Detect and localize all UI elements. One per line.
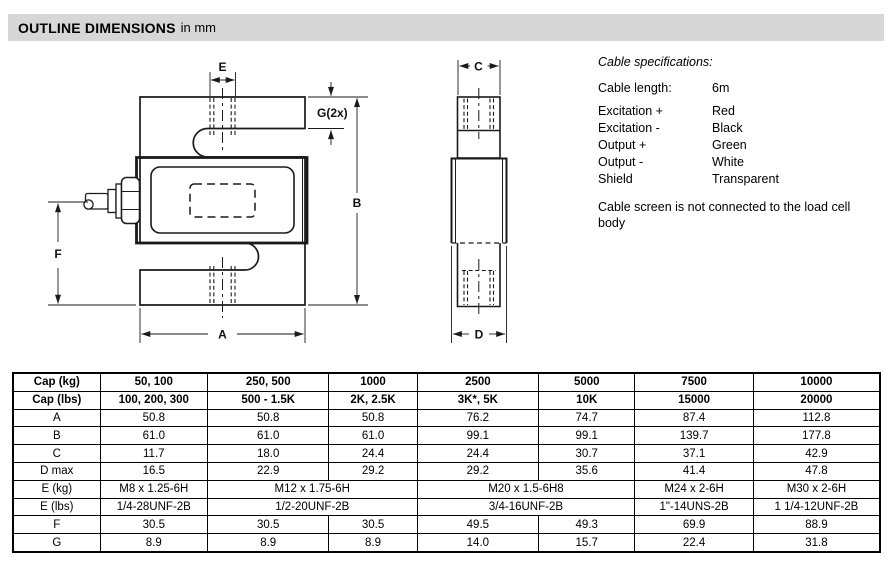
- dimension-label-e: E: [218, 60, 227, 74]
- cable-spec-value: 6m: [712, 81, 730, 95]
- table-cell: 74.7: [539, 409, 635, 427]
- table-cell: 1/2-20UNF-2B: [207, 498, 417, 516]
- table-cell: 30.5: [100, 516, 207, 534]
- cable-spec-label: Output +: [598, 138, 647, 152]
- table-cell: 177.8: [753, 427, 880, 445]
- cable-spec-label: Output -: [598, 155, 644, 169]
- table-cell: M20 x 1.5-6H8: [417, 480, 635, 498]
- table-cell: 250, 500: [207, 373, 329, 391]
- table-cell: 5000: [539, 373, 635, 391]
- section-title: OUTLINE DIMENSIONS: [18, 19, 176, 36]
- table-row-label: Cap (kg): [13, 373, 100, 391]
- table-cell: 8.9: [100, 534, 207, 552]
- table-cell: 2500: [417, 373, 539, 391]
- table-cell: 50, 100: [100, 373, 207, 391]
- hidden-hole: [190, 184, 255, 217]
- table-cell: 24.4: [329, 445, 417, 463]
- table-cell: 1 1/4-12UNF-2B: [753, 498, 880, 516]
- table-cell: M12 x 1.75-6H: [207, 480, 417, 498]
- table-row: [13, 516, 880, 534]
- table-cell: 35.6: [539, 462, 635, 480]
- table-cell: 2K, 2.5K: [329, 391, 417, 409]
- table-cell: 10000: [753, 373, 880, 391]
- table-cell: 88.9: [753, 516, 880, 534]
- table-cell: 112.8: [753, 409, 880, 427]
- table-row-label: E (lbs): [13, 498, 100, 516]
- cable-gland: [84, 178, 140, 224]
- table-cell: 24.4: [417, 445, 539, 463]
- table-row: [13, 462, 880, 480]
- table-cell: 20000: [753, 391, 880, 409]
- table-row-label: D max: [13, 462, 100, 480]
- cable-specs-title: Cable specifications:: [598, 55, 713, 69]
- table-cell: 3K*, 5K: [417, 391, 539, 409]
- table-cell: 49.3: [539, 516, 635, 534]
- cable-spec-label: Cable length:: [598, 81, 672, 95]
- cable-spec-row: [598, 80, 880, 97]
- table-cell: 30.5: [329, 516, 417, 534]
- table-cell: 16.5: [100, 462, 207, 480]
- cable-spec-label: Excitation +: [598, 104, 663, 118]
- table-cell: 139.7: [635, 427, 754, 445]
- dimension-label-a: A: [218, 327, 227, 342]
- table-row-label: B: [13, 427, 100, 445]
- cable-specs-rows: [598, 80, 880, 188]
- dimension-label-d: D: [474, 327, 484, 342]
- cable-spec-label: Shield: [598, 172, 633, 186]
- cable-spec-row: [598, 120, 880, 137]
- table-cell: 22.4: [635, 534, 754, 552]
- table-cell: 3/4-16UNF-2B: [417, 498, 635, 516]
- table-cell: 76.2: [417, 409, 539, 427]
- table-cell: 99.1: [539, 427, 635, 445]
- table-cell: 42.9: [753, 445, 880, 463]
- cable-spec-row: [598, 154, 880, 171]
- table-cell: 15.7: [539, 534, 635, 552]
- table-cell: 500 - 1.5K: [207, 391, 329, 409]
- dimension-label-f: F: [54, 247, 62, 261]
- cable-spec-value: Red: [712, 104, 735, 118]
- table-cell: M24 x 2-6H: [635, 480, 754, 498]
- table-cell: 7500: [635, 373, 754, 391]
- table-cell: 18.0: [207, 445, 329, 463]
- dimensions-table: [12, 372, 881, 553]
- table-cell: 15000: [635, 391, 754, 409]
- table-cell: 37.1: [635, 445, 754, 463]
- table-row: [13, 373, 880, 391]
- table-cell: 8.9: [207, 534, 329, 552]
- table-cell: 30.7: [539, 445, 635, 463]
- cable-spec-label: Excitation -: [598, 121, 660, 135]
- table-cell: 50.8: [100, 409, 207, 427]
- section-header-bar: [8, 14, 884, 41]
- table-row-label: C: [13, 445, 100, 463]
- table-cell: 29.2: [417, 462, 539, 480]
- dimension-label-b: B: [352, 196, 362, 210]
- table-cell: 49.5: [417, 516, 539, 534]
- table-cell: 1000: [329, 373, 417, 391]
- table-cell: 61.0: [207, 427, 329, 445]
- table-cell: M30 x 2-6H: [753, 480, 880, 498]
- table-row: [13, 427, 880, 445]
- cable-spec-value: Transparent: [712, 172, 779, 186]
- table-cell: 1/4-28UNF-2B: [100, 498, 207, 516]
- table-row: [13, 391, 880, 409]
- table-row-label: A: [13, 409, 100, 427]
- table-cell: 29.2: [329, 462, 417, 480]
- table-cell: 61.0: [329, 427, 417, 445]
- table-cell: 31.8: [753, 534, 880, 552]
- table-row-label: E (kg): [13, 480, 100, 498]
- dimension-label-c: C: [474, 59, 483, 74]
- table-row: [13, 409, 880, 427]
- cable-screen-note: Cable screen is not connected to the load cell body: [598, 200, 851, 230]
- table-cell: 50.8: [207, 409, 329, 427]
- table-cell: 69.9: [635, 516, 754, 534]
- table-cell: 8.9: [329, 534, 417, 552]
- inner-pocket: [151, 167, 294, 233]
- table-row: [13, 534, 880, 552]
- table-cell: M8 x 1.25-6H: [100, 480, 207, 498]
- cable-specifications: [598, 54, 880, 231]
- table-cell: 99.1: [417, 427, 539, 445]
- cable-spec-value: Green: [712, 138, 747, 152]
- table-row: [13, 480, 880, 498]
- table-row: [13, 445, 880, 463]
- table-cell: 100, 200, 300: [100, 391, 207, 409]
- table-cell: 14.0: [417, 534, 539, 552]
- cable-spec-row: [598, 137, 880, 154]
- table-cell: 41.4: [635, 462, 754, 480]
- side-middle-block: [452, 159, 507, 244]
- cable-spec-row: [598, 171, 880, 188]
- table-cell: 87.4: [635, 409, 754, 427]
- table-cell: 61.0: [100, 427, 207, 445]
- table-cell: 50.8: [329, 409, 417, 427]
- side-view-drawing: [452, 60, 507, 343]
- cable-spec-value: Black: [712, 121, 743, 135]
- table-cell: 10K: [539, 391, 635, 409]
- table-row-label: G: [13, 534, 100, 552]
- section-subtitle: in mm: [180, 20, 216, 35]
- table-cell: 30.5: [207, 516, 329, 534]
- table-row-label: F: [13, 516, 100, 534]
- table-cell: 11.7: [100, 445, 207, 463]
- dimension-label-g: G(2x): [317, 106, 348, 120]
- table-row: [13, 498, 880, 516]
- table-row-label: Cap (lbs): [13, 391, 100, 409]
- cable-spec-value: White: [712, 155, 744, 169]
- table-cell: 22.9: [207, 462, 329, 480]
- middle-block: [137, 158, 308, 244]
- table-cell: 1"-14UNS-2B: [635, 498, 754, 516]
- cable-spec-row: [598, 103, 880, 120]
- table-cell: 47.8: [753, 462, 880, 480]
